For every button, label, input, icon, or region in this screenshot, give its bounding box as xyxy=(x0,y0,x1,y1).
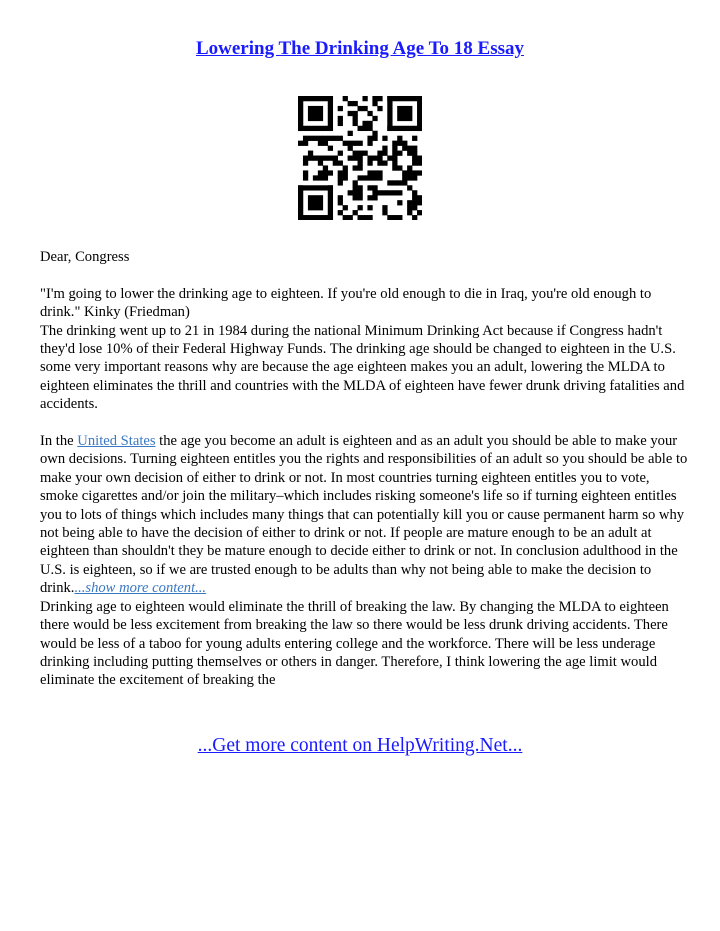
paragraph-thrill: Drinking age to eighteen would eliminate the thrill of breaking the law. By changing the MLDA to eighteen there would be less excitement from breaking the law so there would be less drunk driving accidents. There would be less of a taboo for young adults entering college and the workforce. There will be less underage drinking including putting themselves or others in danger. Therefore, I think lowering the age limit would eliminate the excitement of breaking the xyxy=(40,598,669,689)
footer xyxy=(0,735,720,757)
salutation: Dear, Congress xyxy=(40,249,130,265)
essay-body xyxy=(40,248,690,690)
title-link[interactable]: Lowering The Drinking Age To 18 Essay xyxy=(195,38,524,59)
paragraph-adulthood-body: the age you become an adult is eighteen and as an adult you should be able to make your own decisions. Turning eighteen entitles you the rights and responsibilities of an adult so you should be able to make your own decision of either to drink or not. In most countries turning eighteen entitles you to vote, smoke cigarettes and/or join the military–which includes risking someone's life so if turning eighteen entitles you to lots of things which includes many things that can potentially kill you or cause permanent harm so why not being able to have the decision of either to drink or not. If people are mature enough to be an adult at eighteen than shouldn't they be mature enough to decide either to drink or not. In conclusion adulthood in the U.S. is eighteen, so if we are trusted enough to be adults than why not being able to make the decision to drink. xyxy=(40,433,688,597)
qr-code-icon xyxy=(298,96,422,220)
united-states-link[interactable]: United States xyxy=(77,433,156,450)
opening-quote: "I'm going to lower the drinking age to eighteen. If you're old enough to die in Iraq, you're old enough to drink." Kinky (Friedman) xyxy=(40,285,652,321)
show-more-link[interactable]: ...show more content... xyxy=(74,580,207,597)
essay-title xyxy=(0,38,720,60)
paragraph-adulthood-prefix: In the xyxy=(40,433,78,450)
paragraph-adulthood xyxy=(40,432,690,598)
paragraph-history: The drinking went up to 21 in 1984 during the national Minimum Drinking Act because if Congress hadn't they'd lose 10% of their Federal Highway Funds. The drinking age should be changed to eighteen in the U.S. some very important reasons why are because the age eighteen makes you an adult, lowering the MLDA to eighteen eliminates the thrill and countries with the MLDA of eighteen have fewer drunk driving fatalities and accidents. xyxy=(40,322,685,413)
get-more-content-link[interactable]: ...Get more content on HelpWriting.Net... xyxy=(197,735,523,756)
